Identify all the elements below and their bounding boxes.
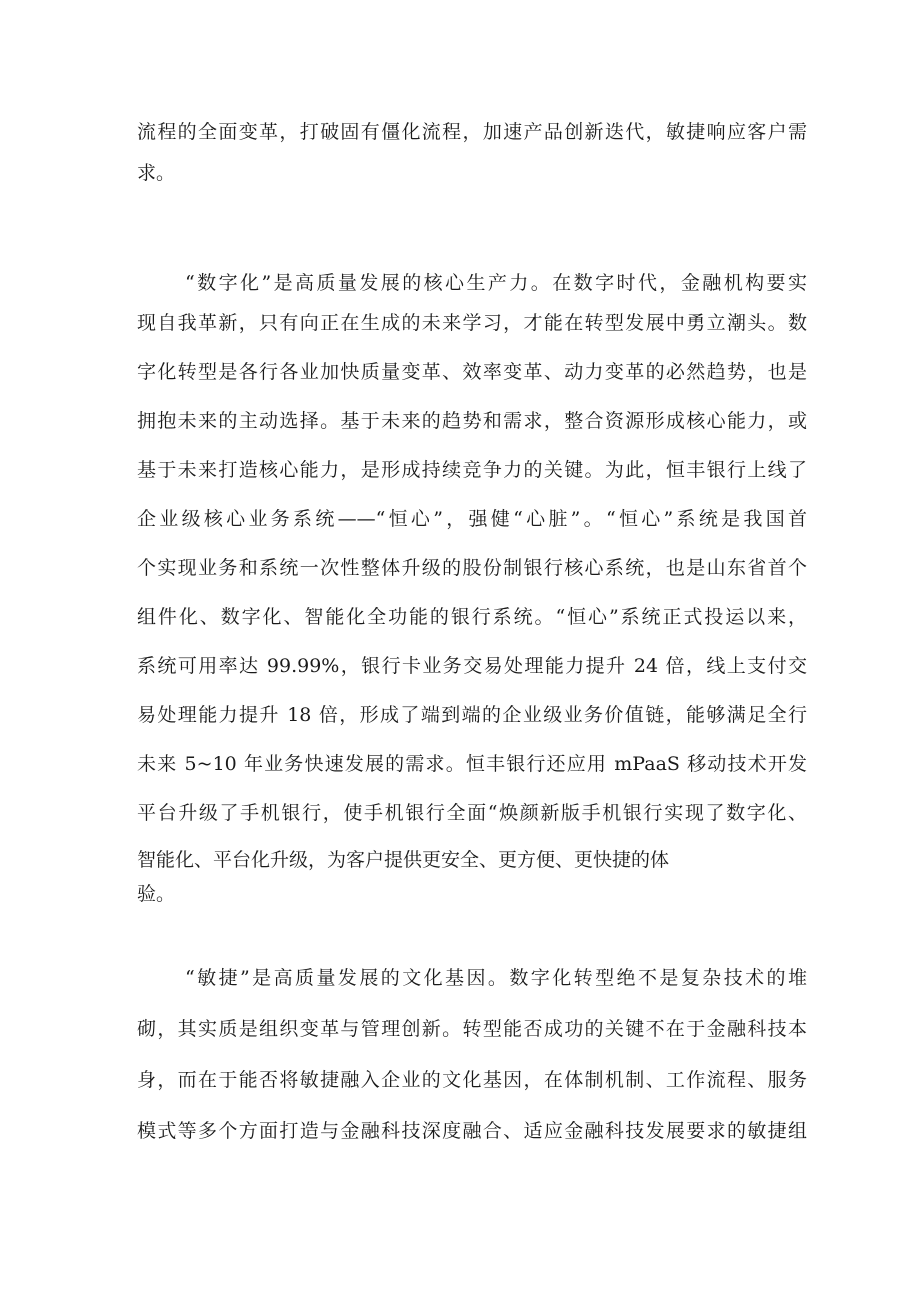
- paragraph-2-line-2: 现自我革新，只有向正在生成的未来学习，才能在转型发展中勇立潮头。数: [137, 312, 807, 334]
- paragraph-2-line-13: 智能化、平台化升级，为客户提供更安全、更方便、更快捷的体: [137, 849, 670, 871]
- paragraph-2-line-10: 易处理能力提升 18 倍，形成了端到端的企业级业务价值链，能够满足全行: [137, 704, 807, 726]
- paragraph-2-line-5: 基于未来打造核心能力，是形成持续竞争力的关键。为此，恒丰银行上线了: [137, 459, 807, 481]
- paragraph-1-line-1: 流程的全面变革，打破固有僵化流程，加速产品创新迭代，敏捷响应客户需: [137, 121, 807, 143]
- paragraph-2-line-1: “数字化”是高质量发展的核心生产力。在数字时代，金融机构要实: [185, 272, 807, 294]
- paragraph-3-line-4: 模式等多个方面打造与金融科技深度融合、适应金融科技发展要求的敏捷组: [137, 1120, 807, 1142]
- paragraph-1-line-2: 求。: [137, 162, 176, 184]
- paragraph-2-line-3: 字化转型是各行各业加快质量变革、效率变革、动力变革的必然趋势，也是: [137, 361, 807, 383]
- paragraph-2-line-6: 企业级核心业务系统——“恒心”，强健“心脏”。“恒心”系统是我国首: [137, 508, 807, 530]
- paragraph-3-line-3: 身，而在于能否将敏捷融入企业的文化基因，在体制机制、工作流程、服务: [137, 1069, 807, 1091]
- paragraph-2-line-8: 组件化、数字化、智能化全功能的银行系统。“恒心”系统正式投运以来，: [137, 606, 807, 628]
- paragraph-3-line-1: “敏捷”是高质量发展的文化基因。数字化转型绝不是复杂技术的堆: [185, 967, 807, 989]
- paragraph-2-line-4: 拥抱未来的主动选择。基于未来的趋势和需求，整合资源形成核心能力，或: [137, 410, 807, 432]
- paragraph-2-line-7: 个实现业务和系统一次性整体升级的股份制银行核心系统，也是山东省首个: [137, 557, 807, 579]
- paragraph-2-line-14: 验。: [137, 883, 176, 905]
- paragraph-2-line-11: 未来 5~10 年业务快速发展的需求。恒丰银行还应用 mPaaS 移动技术开发: [137, 753, 807, 775]
- paragraph-3-line-2: 砌，其实质是组织变革与管理创新。转型能否成功的关键不在于金融科技本: [137, 1018, 807, 1040]
- paragraph-2-line-9: 系统可用率达 99.99%，银行卡业务交易处理能力提升 24 倍，线上支付交: [137, 655, 807, 677]
- paragraph-2-line-12: 平台升级了手机银行，使手机银行全面“焕颜新版手机银行实现了数字化、: [137, 802, 807, 824]
